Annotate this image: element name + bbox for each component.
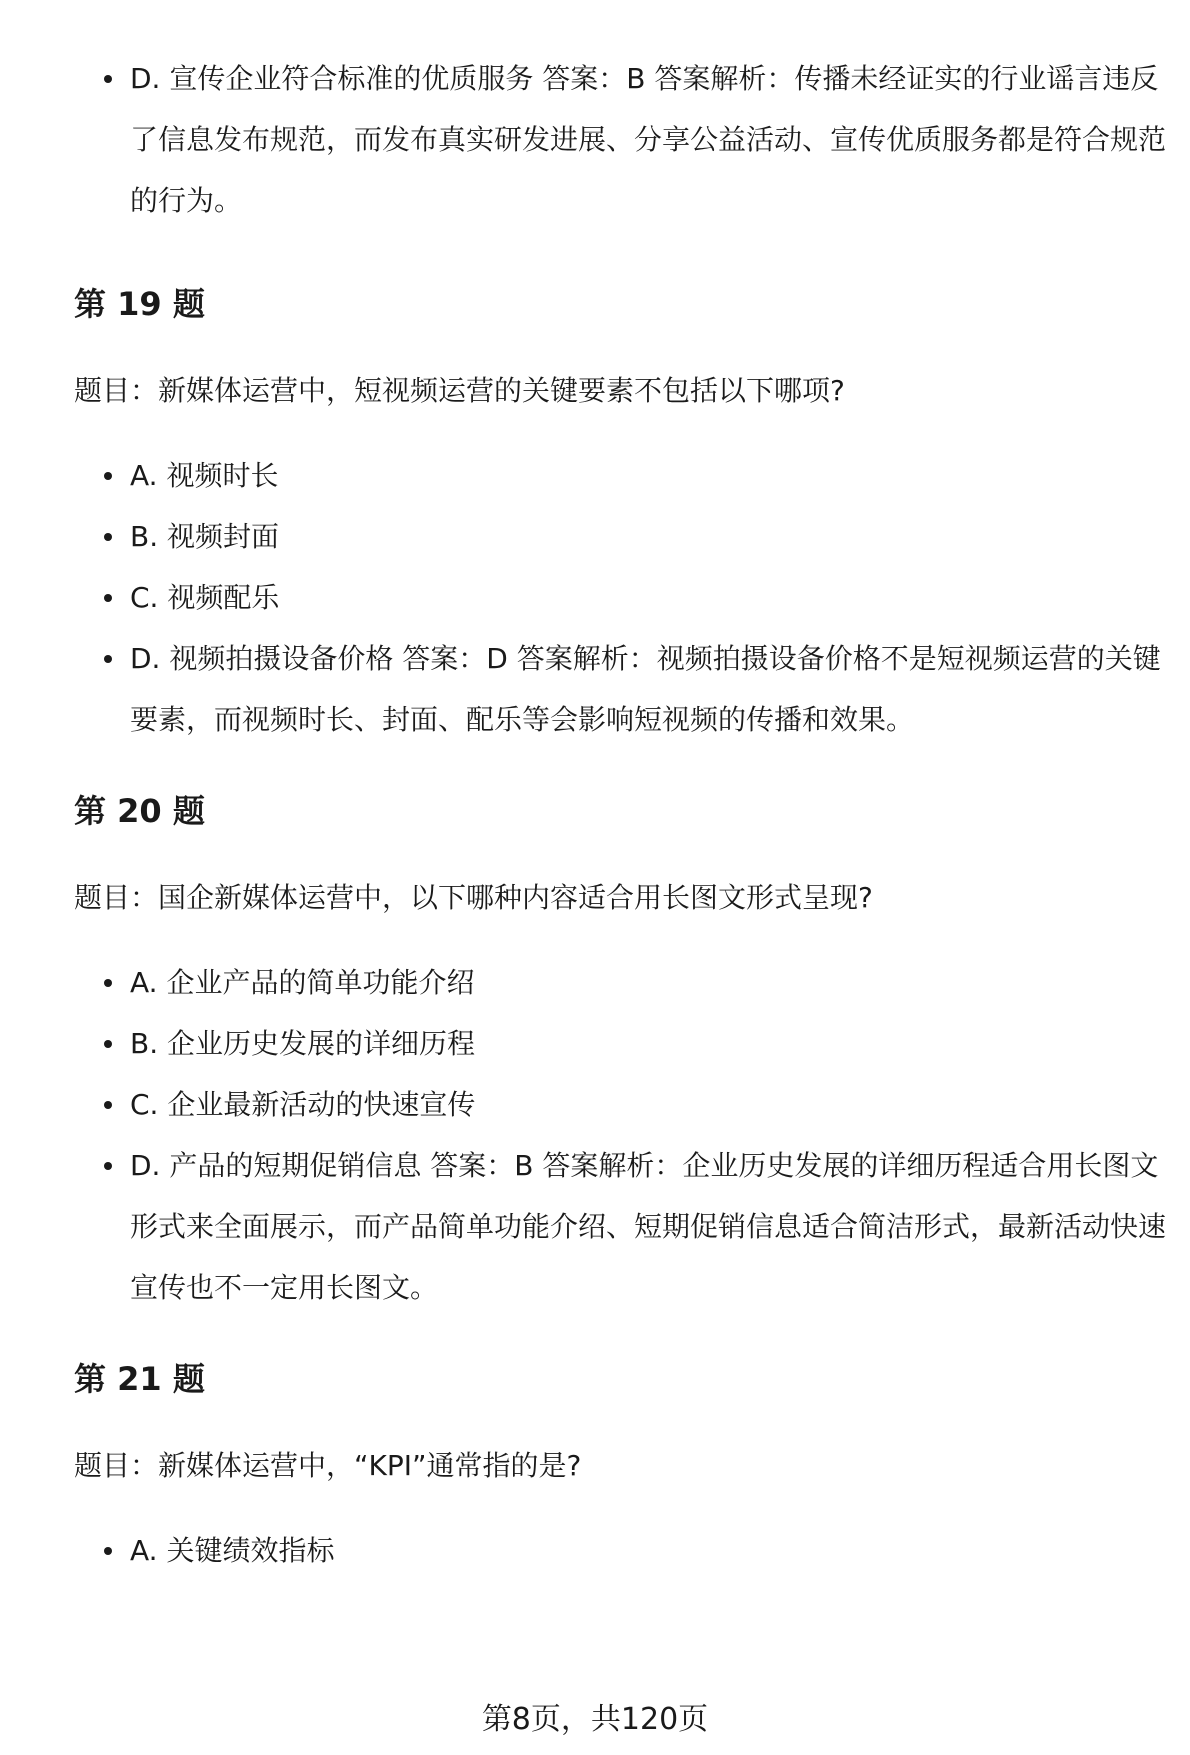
- option-c: [74, 1074, 1170, 1135]
- option-d: [74, 48, 1170, 231]
- bullet-icon: [104, 75, 112, 83]
- option-text: A. 企业产品的简单功能介绍: [130, 966, 475, 999]
- question-options: [74, 445, 1174, 750]
- option-a: [74, 445, 1170, 506]
- option-text: D. 宣传企业符合标准的优质服务 答案：B 答案解析：传播未经证实的行业谣言违反了信息发布规范，而发布真实研发进展、分享公益活动、宣传优质服务都是符合规范的行为。: [130, 62, 1167, 217]
- bullet-icon: [104, 655, 112, 663]
- option-a: [74, 1520, 1170, 1581]
- option-a: [74, 952, 1170, 1013]
- question-stem: 题目：新媒体运营中，“KPI”通常指的是?: [74, 1449, 582, 1482]
- document-body: [74, 0, 1174, 1581]
- option-text: A. 关键绩效指标: [130, 1534, 335, 1567]
- question-heading: 第 20 题: [74, 792, 205, 830]
- option-c: [74, 567, 1170, 628]
- bullet-icon: [104, 1162, 112, 1170]
- question-stem: 题目：国企新媒体运营中，以下哪种内容适合用长图文形式呈现?: [74, 881, 873, 914]
- question-19: [74, 279, 1174, 750]
- option-text: B. 企业历史发展的详细历程: [130, 1027, 476, 1060]
- option-b: [74, 1013, 1170, 1074]
- question-20: [74, 786, 1174, 1318]
- prev-question-options: [74, 48, 1174, 231]
- bullet-icon: [104, 1547, 112, 1555]
- option-text: C. 视频配乐: [130, 581, 280, 614]
- option-d: [74, 628, 1170, 750]
- question-options: [74, 952, 1174, 1318]
- bullet-icon: [104, 594, 112, 602]
- bullet-icon: [104, 979, 112, 987]
- bullet-icon: [104, 1101, 112, 1109]
- option-text: C. 企业最新活动的快速宣传: [130, 1088, 476, 1121]
- question-heading: 第 19 题: [74, 285, 205, 323]
- option-text: B. 视频封面: [130, 520, 280, 553]
- question-heading: 第 21 题: [74, 1360, 205, 1398]
- bullet-icon: [104, 533, 112, 541]
- bullet-icon: [104, 1040, 112, 1048]
- page-footer: 第8页，共120页: [481, 1702, 709, 1737]
- option-d: [74, 1135, 1170, 1318]
- question-21: [74, 1354, 1174, 1581]
- question-options: [74, 1520, 1174, 1581]
- bullet-icon: [104, 472, 112, 480]
- option-text: D. 产品的短期促销信息 答案：B 答案解析：企业历史发展的详细历程适合用长图文形式来全面展示，而产品简单功能介绍、短期促销信息适合简洁形式，最新活动快速宣传也不一定用长图文。: [130, 1149, 1167, 1304]
- option-text: A. 视频时长: [130, 459, 279, 492]
- question-stem: 题目：新媒体运营中，短视频运营的关键要素不包括以下哪项?: [74, 374, 845, 407]
- option-b: [74, 506, 1170, 567]
- option-text: D. 视频拍摄设备价格 答案：D 答案解析：视频拍摄设备价格不是短视频运营的关键要素，而视频时长、封面、配乐等会影响短视频的传播和效果。: [130, 642, 1161, 736]
